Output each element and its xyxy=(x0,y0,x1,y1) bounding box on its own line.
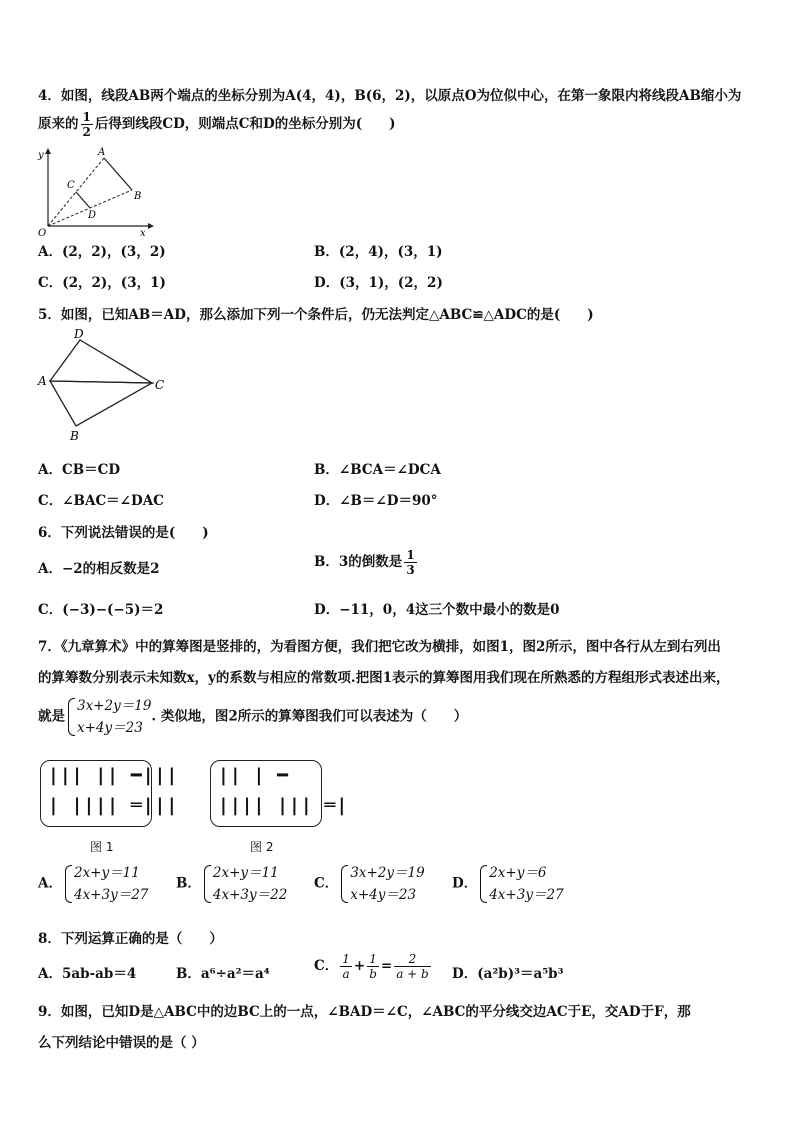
q4-segment-cd xyxy=(76,192,90,208)
q4-line2 xyxy=(38,110,396,139)
q7-line1: 7．《九章算术》中的算筹图是竖排的，为看图方便，我们把它改为横排，如图1，图2所示，图中各行从左到右列出 xyxy=(38,639,721,655)
q7-figure2 xyxy=(208,757,349,829)
q4-option-a[interactable]: A．(2，2)，(3，2) xyxy=(38,244,166,260)
q7-option-a-system xyxy=(62,862,148,906)
q7-option-c-system xyxy=(338,862,424,906)
q7-option-b-eq1: 2x+y＝11 xyxy=(212,865,279,881)
q7-option-b[interactable] xyxy=(176,862,287,906)
q7-option-d[interactable] xyxy=(452,862,564,906)
q6-option-b[interactable] xyxy=(314,548,419,577)
q4-option-b[interactable]: B．(2，4)，(3，1) xyxy=(314,244,443,260)
q8-option-c-label: C． xyxy=(314,958,339,974)
q8-frac-3 xyxy=(394,952,431,981)
q4-label-b: B xyxy=(134,191,142,202)
q7-figure2-row1: || | ━ xyxy=(218,765,290,786)
q4-segment-ab xyxy=(104,158,132,190)
q7-line3-pre: 就是 xyxy=(38,708,65,725)
q8-frac-2 xyxy=(367,952,379,981)
q7-option-c[interactable] xyxy=(314,862,425,906)
q6-option-b-text: B．3的倒数是 xyxy=(314,554,403,570)
q4-label-y: y xyxy=(38,150,44,161)
q8-option-a[interactable]: A．5ab-ab＝4 xyxy=(38,966,137,982)
q8-option-b[interactable]: B．a⁶÷a²＝a⁴ xyxy=(176,966,270,982)
q4-fraction xyxy=(81,110,93,139)
q7-figure1-row1: ||| || ━||| xyxy=(48,765,179,786)
q6-frac-denominator: 3 xyxy=(406,563,415,577)
q5-label-c: C xyxy=(155,378,165,392)
q4-label-c: C xyxy=(67,180,75,191)
q7-figure1-row2: | |||| ═||| xyxy=(48,795,179,816)
q8-frac-3-den: a + b xyxy=(396,967,429,981)
q7-option-a-eq2: 4x+3y＝27 xyxy=(73,887,149,903)
q6-option-b-fraction xyxy=(404,548,416,577)
q6-line1: 6．下列说法错误的是( ) xyxy=(38,525,209,541)
q4-y-arrow xyxy=(45,148,51,154)
q8-option-c[interactable] xyxy=(314,952,433,981)
q4-x-arrow xyxy=(148,223,154,229)
q7-option-d-system xyxy=(477,862,563,906)
q5-label-d: D xyxy=(74,327,84,341)
q5-option-a[interactable]: A．CB＝CD xyxy=(38,462,121,478)
q8-frac-2-den: b xyxy=(369,967,377,981)
q7-option-a[interactable] xyxy=(38,862,148,906)
q8-option-d[interactable]: D．(a²b)³＝a⁵b³ xyxy=(452,966,564,982)
q8-equals-sign: = xyxy=(380,958,393,974)
q7-option-b-eq2: 4x+3y＝22 xyxy=(212,887,288,903)
q4-option-c[interactable]: C．(2，2)，(3，1) xyxy=(38,275,166,291)
q7-figure2-caption: 图 2 xyxy=(250,840,274,854)
q7-figure1 xyxy=(38,757,179,829)
q7-line3-post: . 类似地，图2所示的算筹图我们可以表述为（ ） xyxy=(151,708,468,725)
q9-line1: 9．如图，已知D是△ABC中的边BC上的一点，∠BAD＝∠C，∠ABC的平分线交边AC于E，交AD于F，那 xyxy=(38,1004,691,1020)
q4-line2-pre: 原来的 xyxy=(38,116,79,132)
q7-option-c-eq2: x+4y＝23 xyxy=(350,887,417,903)
q5-figure xyxy=(36,326,176,446)
q6-option-d[interactable]: D．−11，0，4这三个数中最小的数是0 xyxy=(314,602,560,618)
q8-plus-sign: + xyxy=(353,958,366,974)
q7-option-a-eq1: 2x+y＝11 xyxy=(73,865,140,881)
q7-option-a-label: A． xyxy=(38,875,62,892)
q5-option-b[interactable]: B．∠BCA＝∠DCA xyxy=(314,462,441,478)
q7-figure1-caption: 图 1 xyxy=(90,840,114,854)
q7-main-system xyxy=(65,695,151,739)
q7-line3 xyxy=(38,695,467,739)
q8-frac-3-num: 2 xyxy=(394,952,431,967)
q4-label-a: A xyxy=(98,147,106,158)
q4-label-d: D xyxy=(88,210,97,221)
q5-option-d[interactable]: D．∠B＝∠D＝90° xyxy=(314,493,438,509)
q9-line2: 么下列结论中错误的是（ ） xyxy=(38,1035,205,1051)
q7-option-d-eq2: 4x+3y＝27 xyxy=(489,887,564,903)
q8-line1: 8．下列运算正确的是（ ） xyxy=(38,931,223,947)
q7-option-c-eq1: 3x+2y＝19 xyxy=(350,865,425,881)
q7-main-eq1: 3x+2y＝19 xyxy=(77,698,152,714)
q4-frac-numerator: 1 xyxy=(82,110,91,124)
q5-label-a: A xyxy=(38,374,47,388)
q7-option-b-label: B． xyxy=(176,875,201,892)
q7-option-d-eq1: 2x+y＝6 xyxy=(489,865,547,881)
q5-label-b: B xyxy=(70,429,79,443)
q4-line2-post: 后得到线段CD，则端点C和D的坐标分别为( ) xyxy=(94,116,396,132)
q7-main-eq2: x+4y＝23 xyxy=(77,720,143,736)
q4-line1: 4．如图，线段AB两个端点的坐标分别为A(4，4)，B(6，2)，以原点O为位似中心，在第一象限内将线段AB缩小为 xyxy=(38,88,742,104)
q4-label-o: O xyxy=(38,228,47,236)
q5-option-c[interactable]: C．∠BAC＝∠DAC xyxy=(38,493,164,509)
q8-frac-2-num: 1 xyxy=(367,952,379,967)
q6-frac-numerator: 1 xyxy=(406,548,415,562)
q5-triangle-adc xyxy=(50,340,152,383)
q4-figure xyxy=(36,146,156,236)
q5-triangle-abc xyxy=(50,381,152,426)
q8-frac-1-num: 1 xyxy=(342,952,350,966)
q4-label-x: x xyxy=(140,228,146,236)
q8-frac-1-den: a xyxy=(342,967,350,981)
q6-option-c[interactable]: C．(−3)−(−5)＝2 xyxy=(38,602,164,618)
q7-option-c-label: C． xyxy=(314,875,339,892)
q8-frac-1 xyxy=(340,952,352,981)
q5-line1: 5．如图，已知AB＝AD，那么添加下列一个条件后，仍无法判定△ABC≌△ADC的是( ) xyxy=(38,307,594,323)
q4-frac-denominator: 2 xyxy=(82,125,91,139)
q6-option-a[interactable]: A．−2的相反数是2 xyxy=(38,561,160,577)
q7-option-d-label: D． xyxy=(452,875,478,892)
q4-option-d[interactable]: D．(3，1)，(2，2) xyxy=(314,275,443,291)
q7-option-b-system xyxy=(201,862,287,906)
q7-figure2-row2: |||| ||| ═| xyxy=(218,795,349,816)
q7-line2: 的算筹数分别表示未知数x，y的系数与相应的常数项.把图1表示的算筹图用我们现在所熟悉的方程组形式表述出来， xyxy=(38,670,730,686)
